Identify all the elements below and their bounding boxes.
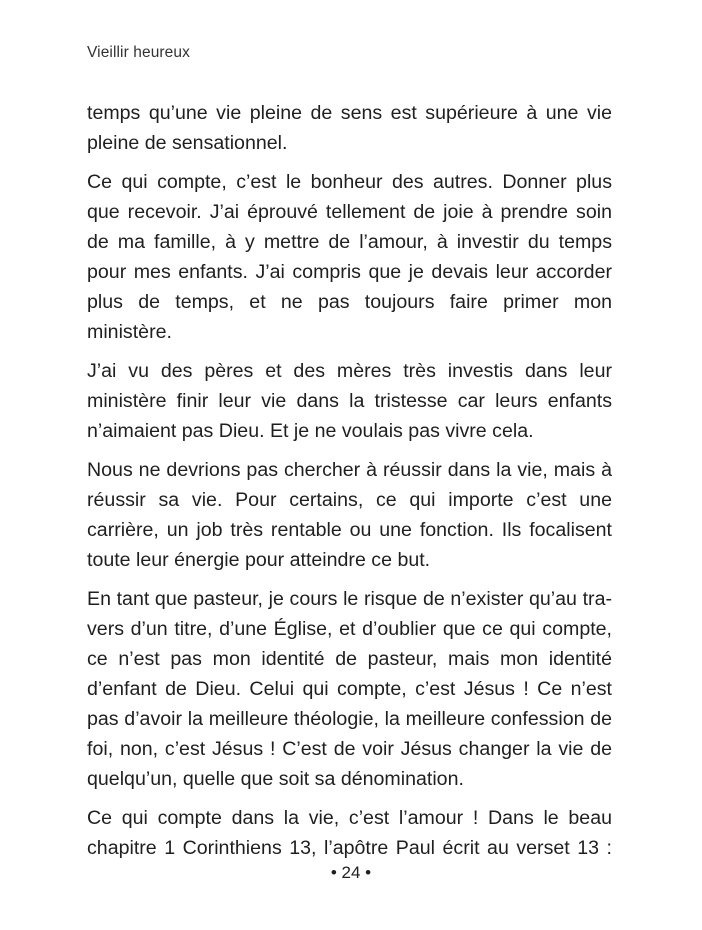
running-header-title: Vieillir heureux: [87, 44, 190, 61]
paragraph-3: J’ai vu des pères et des mères très investis dans leur ministère finir leur vie dans la tristesse car leurs enfants n’aimaient pas Dieu. Et je ne voulais pas vivre cela.: [87, 360, 612, 442]
paragraph-5: En tant que pasteur, je cours le risque de n’exister qu’au travers d’un titre, d’une Église, et d’oublier que ce qui compte, ce n’est pas mon identité de pasteur, mais mon identité d’enfant de Dieu. Celui qui compte, c’est Jésus ! Ce n’est pas d’avoir la meilleure théologie, la meilleure confession de foi, non, c’est Jésus ! C’est de voir Jésus changer la vie de quelqu’un, quelle que soit sa dénomination.: [87, 588, 612, 790]
paragraph-4: Nous ne devrions pas chercher à réussir dans la vie, mais à réussir sa vie. Pour certains, ce qui importe c’est une carrière, un job très rentable ou une fonction. Ils focalisent toute leur énergie pour atteindre ce but.: [87, 459, 612, 571]
paragraph-1: temps qu’une vie pleine de sens est supérieure à une vie pleine de sensationnel.: [87, 102, 612, 154]
paragraph-2: Ce qui compte, c’est le bonheur des autres. Donner plus que recevoir. J’ai éprouvé tellement de joie à prendre soin de ma famille, à y mettre de l’amour, à investir du temps pour mes enfants. J’ai compris que je devais leur accorder plus de temps, et ne pas toujours faire primer mon ministère.: [87, 171, 612, 343]
page-number: • 24 •: [330, 863, 372, 882]
page-body: [87, 98, 612, 863]
paragraph-6: Ce qui compte dans la vie, c’est l’amour ! Dans le beau chapitre 1 Corinthiens 13, l’apôtre Paul écrit au verset 13 :: [87, 807, 612, 859]
